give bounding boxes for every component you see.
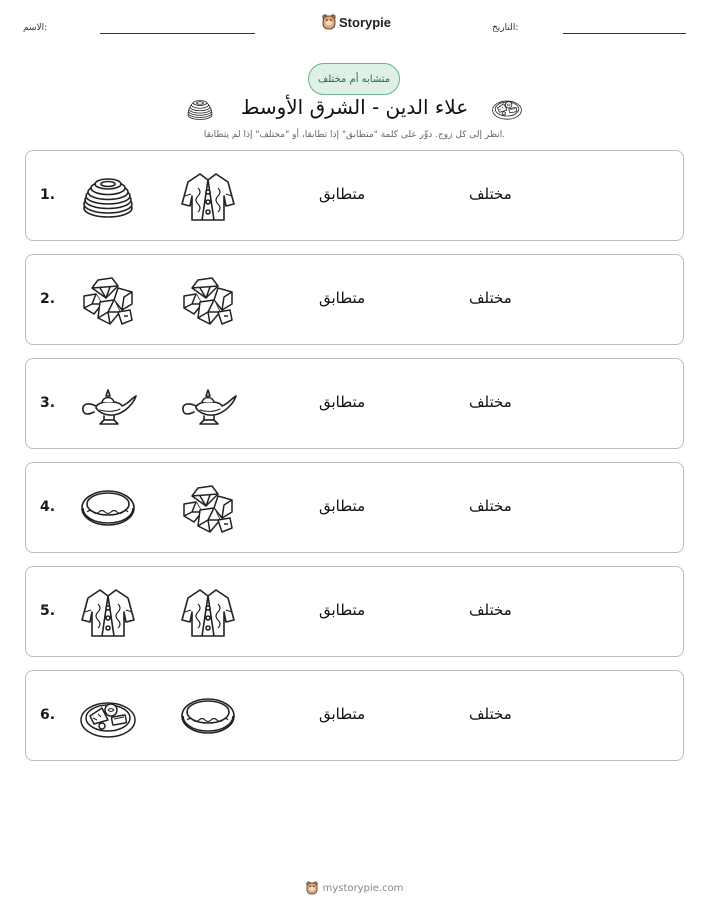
different-option[interactable]: مختلف bbox=[469, 289, 512, 307]
page-title: علاء الدين - الشرق الأوسط bbox=[240, 95, 469, 119]
worksheet-type-badge: متشابه أم مختلف bbox=[308, 63, 400, 95]
brand-logo bbox=[322, 12, 391, 32]
lamp-icon bbox=[78, 374, 138, 434]
match-row bbox=[25, 358, 684, 449]
different-option[interactable]: مختلف bbox=[469, 705, 512, 723]
same-option[interactable]: متطابق bbox=[319, 289, 366, 307]
name-label: الاسم: bbox=[23, 23, 48, 33]
different-option[interactable]: مختلف bbox=[469, 497, 512, 515]
match-row bbox=[25, 670, 684, 761]
robe-icon bbox=[78, 582, 138, 642]
match-row bbox=[25, 566, 684, 657]
same-option[interactable]: متطابق bbox=[319, 705, 366, 723]
bangle-icon bbox=[78, 478, 138, 538]
food-plate-icon bbox=[491, 92, 523, 124]
gems-icon bbox=[178, 270, 238, 330]
bear-icon bbox=[322, 14, 336, 30]
row-number: 1. bbox=[40, 187, 56, 203]
name-field[interactable] bbox=[100, 33, 255, 34]
gems-icon bbox=[178, 478, 238, 538]
row-number: 4. bbox=[40, 499, 56, 515]
match-row bbox=[25, 462, 684, 553]
row-number: 6. bbox=[40, 707, 56, 723]
bear-icon bbox=[306, 881, 318, 895]
date-label: التاريخ: bbox=[492, 23, 519, 33]
footer-url[interactable]: mystorypie.com bbox=[322, 882, 404, 894]
food-plate-icon bbox=[78, 686, 138, 746]
row-number: 5. bbox=[40, 603, 56, 619]
robe-icon bbox=[178, 166, 238, 226]
same-option[interactable]: متطابق bbox=[319, 497, 366, 515]
gems-icon bbox=[78, 270, 138, 330]
match-row bbox=[25, 254, 684, 345]
instructions: انظر إلى كل زوج. دوِّر على كلمة "متطابق" إذا تطابقا، أو "مختلف" إذا لم يتطابقا. bbox=[203, 130, 506, 140]
row-number: 3. bbox=[40, 395, 56, 411]
coins-icon bbox=[78, 166, 138, 226]
brand-name: Storypie bbox=[339, 14, 392, 30]
bangle-icon bbox=[178, 686, 238, 746]
different-option[interactable]: مختلف bbox=[469, 601, 512, 619]
same-option[interactable]: متطابق bbox=[319, 601, 366, 619]
row-number: 2. bbox=[40, 291, 56, 307]
same-option[interactable]: متطابق bbox=[319, 393, 366, 411]
lamp-icon bbox=[178, 374, 238, 434]
match-row bbox=[25, 150, 684, 241]
date-field[interactable] bbox=[563, 33, 686, 34]
footer bbox=[0, 881, 709, 895]
same-option[interactable]: متطابق bbox=[319, 185, 366, 203]
different-option[interactable]: مختلف bbox=[469, 185, 512, 203]
different-option[interactable]: مختلف bbox=[469, 393, 512, 411]
robe-icon bbox=[178, 582, 238, 642]
